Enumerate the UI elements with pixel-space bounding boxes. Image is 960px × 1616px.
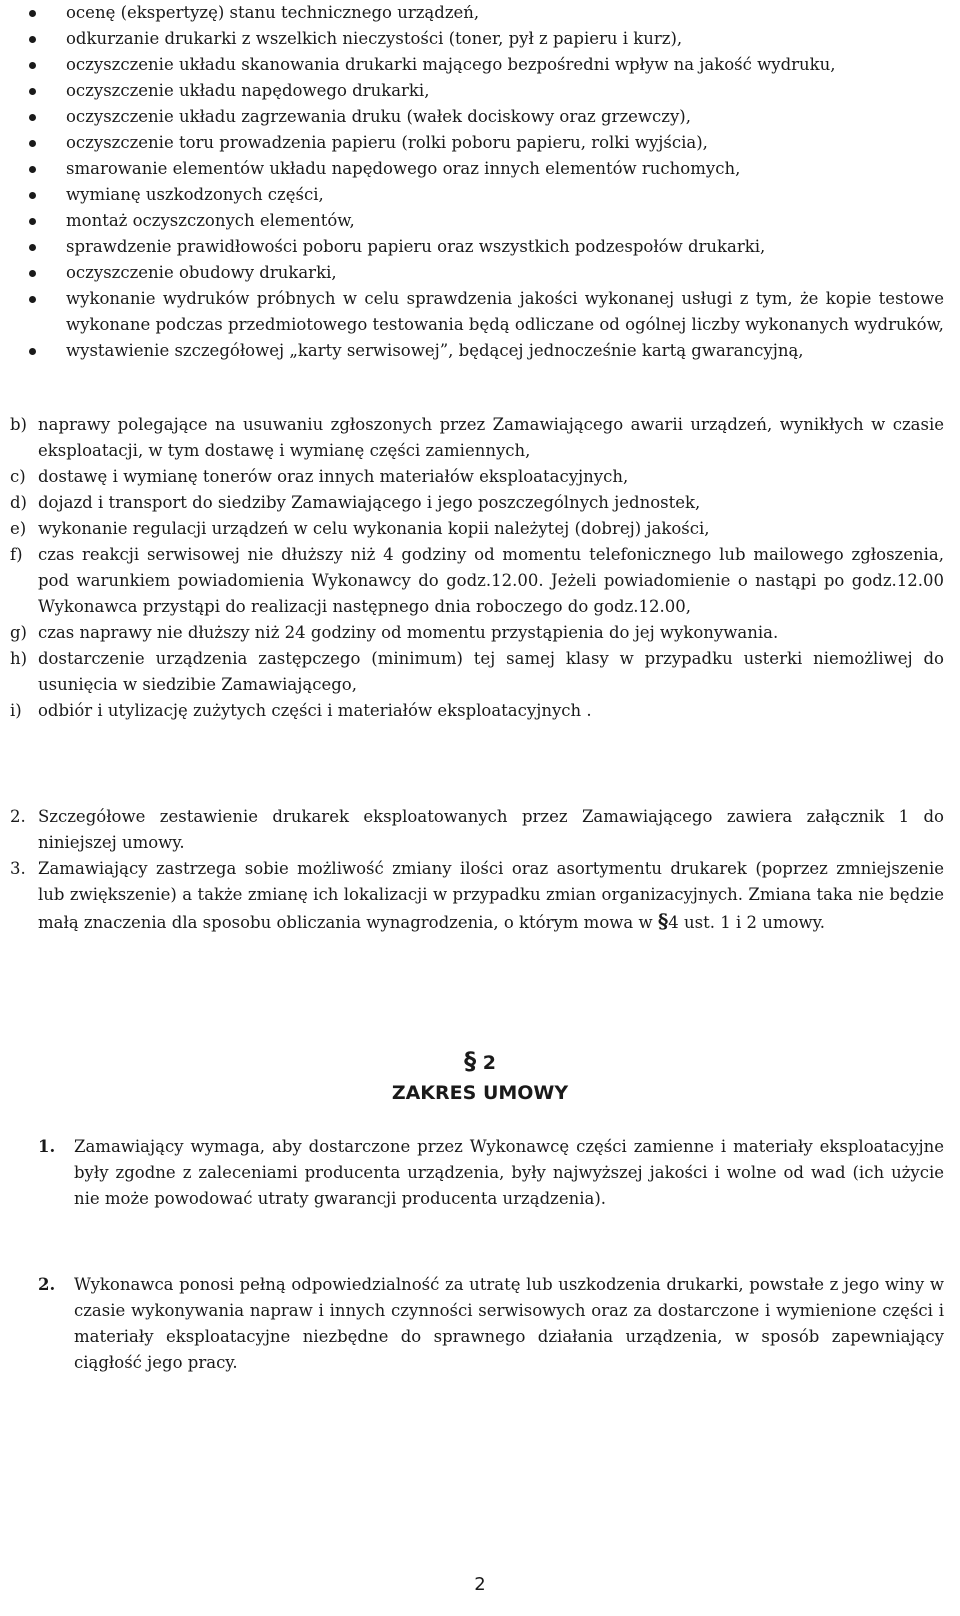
lettered-item	[0, 464, 960, 490]
bullet-item	[0, 130, 960, 156]
bullet-text: wykonanie wydruków próbnych w celu sprawdzenia jakości wykonanej usługi z tym, że kopie testowe wykonane podczas przedmiotowego testowania będą odliczane od ogólnej liczby wykonanych wydruków,	[66, 289, 944, 334]
lettered-text: odbiór i utylizację zużytych części i materiałów eksploatacyjnych .	[38, 701, 592, 720]
bullet-dot-icon	[29, 270, 36, 277]
list-marker: 1.	[38, 1137, 56, 1156]
lettered-text: czas naprawy nie dłuższy niż 24 godziny od momentu przystąpienia do jej wykonywania.	[38, 623, 779, 642]
lettered-item	[0, 542, 960, 620]
bullet-text: oczyszczenie układu zagrzewania druku (wałek dociskowy oraz grzewczy),	[66, 107, 691, 126]
list-marker: e)	[10, 519, 27, 538]
section-number: 2	[482, 1052, 496, 1074]
bullet-dot-icon	[29, 10, 36, 17]
section-symbol: §	[464, 1047, 477, 1075]
bullet-text: oczyszczenie toru prowadzenia papieru (rolki poboru papieru, rolki wyjścia),	[66, 133, 708, 152]
bullet-dot-icon	[29, 166, 36, 173]
numbered-text-end: 4 ust. 1 i 2 umowy.	[668, 913, 825, 932]
lettered-text: naprawy polegające na usuwaniu zgłoszonych przez Zamawiającego awarii urządzeń, wynikłych w czasie eksploatacji, w tym dostawę i wymianę części zamiennych,	[38, 415, 944, 460]
bullet-dot-icon	[29, 36, 36, 43]
bullet-text: oczyszczenie układu skanowania drukarki mającego bezpośredni wpływ na jakość wydruku,	[66, 55, 836, 74]
bullet-text: sprawdzenie prawidłowości poboru papieru oraz wszystkich podzespołów drukarki,	[66, 237, 766, 256]
list-marker: d)	[10, 493, 27, 512]
bullet-text: montaż oczyszczonych elementów,	[66, 211, 355, 230]
bullet-item	[0, 52, 960, 78]
list-marker: 2.	[38, 1275, 56, 1294]
bullet-text: oczyszczenie układu napędowego drukarki,	[66, 81, 430, 100]
bullet-dot-icon	[29, 114, 36, 121]
lettered-item	[0, 698, 960, 724]
section-item-list	[0, 1134, 960, 1376]
bullet-text: wystawienie szczegółowej „karty serwisowej”, będącej jednocześnie kartą gwarancyjną,	[66, 341, 804, 360]
numbered-item	[0, 856, 960, 936]
bullet-item	[0, 234, 960, 260]
lettered-text: czas reakcji serwisowej nie dłuższy niż 4 godziny od momentu telefonicznego lub mailowego zgłoszenia, pod warunkiem powiadomienia Wykonawcy do godz.12.00. Jeżeli powiadomienie o nastąpi po godz.12.00 Wykonawca przystąpi do realizacji następnego dnia roboczego do godz.12.00,	[38, 545, 944, 616]
bullet-dot-icon	[29, 88, 36, 95]
service-bullet-list	[0, 0, 960, 364]
bullet-item	[0, 208, 960, 234]
section-title: ZAKRES UMOWY	[391, 1082, 569, 1104]
bullet-item	[0, 78, 960, 104]
section-heading	[0, 1046, 960, 1108]
bullet-text: oczyszczenie obudowy drukarki,	[66, 263, 337, 282]
numbered-list	[0, 804, 960, 936]
list-marker: c)	[10, 467, 26, 486]
section-number-line	[0, 1046, 960, 1078]
bullet-item	[0, 0, 960, 26]
paragraph-symbol: §	[657, 909, 669, 933]
list-marker: i)	[10, 701, 22, 720]
list-marker: f)	[10, 545, 23, 564]
section-item-text: Wykonawca ponosi pełną odpowiedzialność za utratę lub uszkodzenia drukarki, powstałe z jego winy w czasie wykonywania napraw i innych czynności serwisowych oraz za dostarczone i wymienione części i materiały eksploatacyjne niezbędne do sprawnego działania urządzenia, w sposób zapewniający ciągłość jego pracy.	[74, 1275, 944, 1372]
bullet-item	[0, 338, 960, 364]
bullet-dot-icon	[29, 348, 36, 355]
section-item	[0, 1272, 960, 1376]
bullet-dot-icon	[29, 244, 36, 251]
bullet-text: ocenę (ekspertyzę) stanu technicznego urządzeń,	[66, 3, 480, 22]
lettered-item	[0, 412, 960, 464]
list-marker: 3.	[10, 859, 26, 878]
bullet-item	[0, 182, 960, 208]
list-marker: b)	[10, 415, 27, 434]
lettered-item	[0, 490, 960, 516]
list-marker: h)	[10, 649, 28, 668]
lettered-text: wykonanie regulacji urządzeń w celu wykonania kopii należytej (dobrej) jakości,	[38, 519, 710, 538]
lettered-text: dojazd i transport do siedziby Zamawiającego i jego poszczególnych jednostek,	[38, 493, 701, 512]
lettered-text: dostarczenie urządzenia zastępczego (minimum) tej samej klasy w przypadku usterki niemożliwej do usunięcia w siedzibie Zamawiającego,	[38, 649, 944, 694]
bullet-text: wymianę uszkodzonych części,	[66, 185, 324, 204]
lettered-item	[0, 646, 960, 698]
bullet-dot-icon	[29, 218, 36, 225]
lettered-text: dostawę i wymianę tonerów oraz innych materiałów eksploatacyjnych,	[38, 467, 629, 486]
bullet-dot-icon	[29, 140, 36, 147]
lettered-list	[0, 412, 960, 724]
bullet-text: smarowanie elementów układu napędowego oraz innych elementów ruchomych,	[66, 159, 741, 178]
page-number: 2	[474, 1574, 486, 1595]
list-marker: g)	[10, 623, 27, 642]
lettered-item	[0, 620, 960, 646]
bullet-dot-icon	[29, 296, 36, 303]
lettered-item	[0, 516, 960, 542]
bullet-text: odkurzanie drukarki z wszelkich nieczystości (toner, pył z papieru i kurz),	[66, 29, 683, 48]
bullet-dot-icon	[29, 62, 36, 69]
section-item-text: Zamawiający wymaga, aby dostarczone przez Wykonawcę części zamienne i materiały eksploatacyjne były zgodne z zaleceniami producenta urządzenia, były najwyższej jakości i wolne od wad (ich użycie nie może powodować utraty gwarancji producenta urządzenia).	[74, 1137, 944, 1208]
bullet-item	[0, 260, 960, 286]
bullet-item	[0, 26, 960, 52]
bullet-item	[0, 156, 960, 182]
list-marker: 2.	[10, 807, 26, 826]
bullet-item	[0, 104, 960, 130]
bullet-item	[0, 286, 960, 338]
bullet-dot-icon	[29, 192, 36, 199]
section-item	[0, 1134, 960, 1212]
numbered-text: Zamawiający zastrzega sobie możliwość zmiany ilości oraz asortymentu drukarek (poprzez zmniejszenie lub zwiększenie) a także zmianę ich lokalizacji w przypadku zmian organizacyjnych. Zmiana taka nie będzie małą znaczenia dla sposobu obliczania wynagrodzenia, o którym mowa w	[38, 859, 944, 932]
numbered-item	[0, 804, 960, 856]
numbered-text: Szczegółowe zestawienie drukarek eksploatowanych przez Zamawiającego zawiera załącznik 1 do niniejszej umowy.	[38, 807, 944, 852]
